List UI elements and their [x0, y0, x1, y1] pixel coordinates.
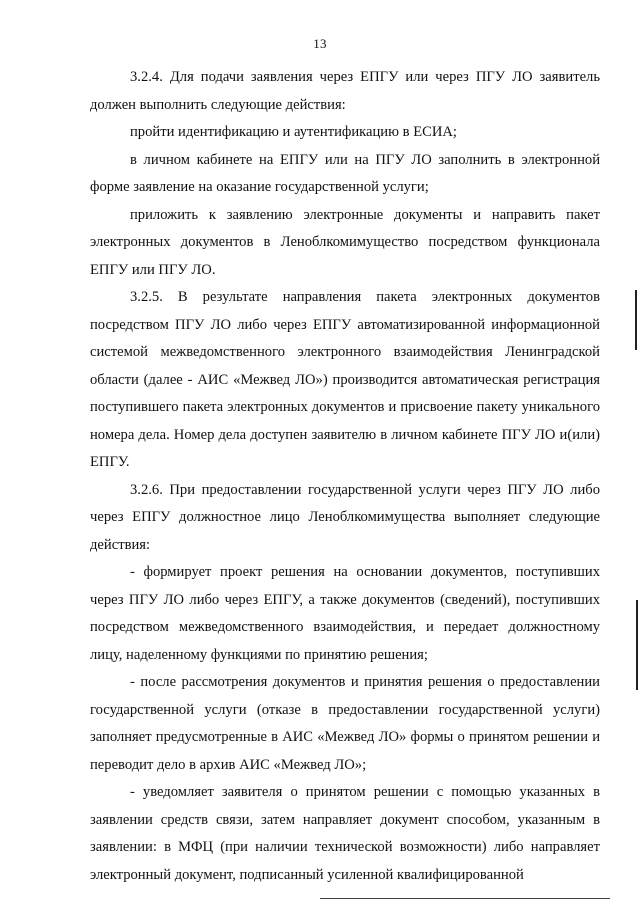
- paragraph-3-2-6: 3.2.6. При предоставлении государственной услуги через ПГУ ЛО либо через ЕПГУ должностное лицо Леноблкомимущества выполняет следующие действия:: [90, 481, 600, 553]
- page-number: 13: [313, 36, 327, 51]
- paragraph-identification: пройти идентификацию и аутентификацию в ЕСИА;: [130, 124, 457, 140]
- scan-margin-mark: [636, 600, 638, 690]
- paragraph-draft-decision: - формирует проект решения на основании документов, поступивших через ПГУ ЛО либо через ЕПГУ, а также документов (сведений), поступивших посредством межведомственного взаимодействия, и передает должностному лицу, наделенному функциями по принятию решения;: [90, 564, 600, 663]
- scan-bottom-edge: [320, 898, 610, 899]
- scan-margin-mark: [635, 290, 637, 350]
- paragraph-after-review: - после рассмотрения документов и принятия решения о предоставлении государственной услуги (отказе в предоставлении государственной услуги) заполняет предусмотренные в АИС «Межвед ЛО» формы о принятом решении и переводит дело в архив АИС «Межвед ЛО»;: [90, 674, 600, 773]
- paragraph-3-2-4: 3.2.4. Для подачи заявления через ЕПГУ или через ПГУ ЛО заявитель должен выполнить следующие действия:: [90, 69, 600, 113]
- paragraph-attach-documents: приложить к заявлению электронные документы и направить пакет электронных документов в Леноблкомимущество посредством функционала ЕПГУ или ПГУ ЛО.: [90, 206, 600, 278]
- paragraph-fill-form: в личном кабинете на ЕПГУ или на ПГУ ЛО заполнить в электронной форме заявление на оказание государственной услуги;: [90, 151, 600, 195]
- paragraph-notify-applicant: - уведомляет заявителя о принятом решении с помощью указанных в заявлении средств связи, затем направляет документ способом, указанным в заявлении: в МФЦ (при наличии технической возможности) либо направляет электронный документ, подписанный усиленной квалифицированной: [90, 784, 600, 883]
- paragraph-3-2-5: 3.2.5. В результате направления пакета электронных документов посредством ПГУ ЛО либо через ЕПГУ автоматизированной информационной системой межведомственного электронного взаимодействия Ленинградской области (далее - АИС «Межвед ЛО») производится автоматическая регистрация поступившего пакета электронных документов и присвоение пакету уникального номера дела. Номер дела доступен заявителю в личном кабинете ПГУ ЛО и(или) ЕПГУ.: [90, 289, 600, 470]
- document-body: [90, 64, 600, 889]
